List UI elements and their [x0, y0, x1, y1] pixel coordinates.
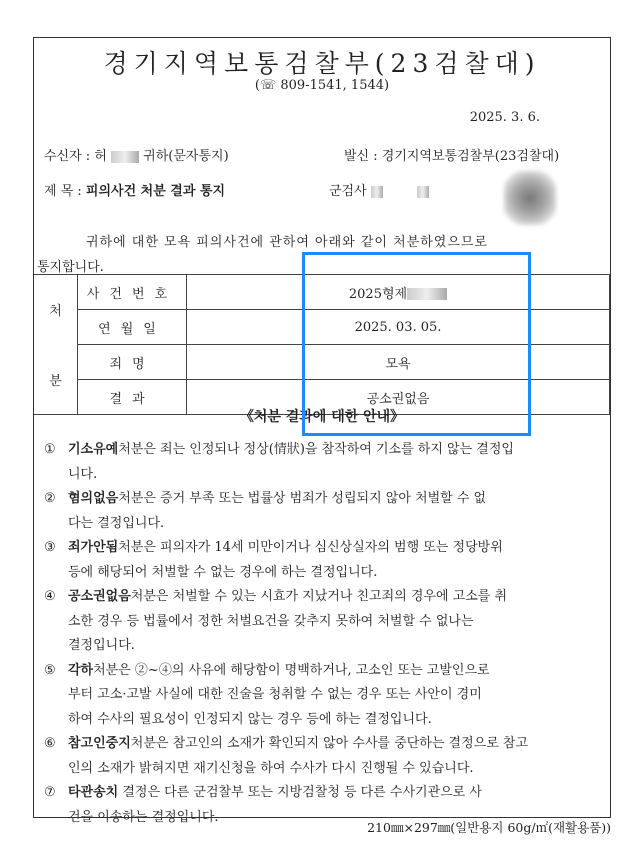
redacted-prosecutor-name	[417, 186, 429, 198]
prosecutor-label: 군검사	[329, 184, 367, 199]
item-line: 소한 경우 등 법률에서 정한 처벌요건을 갖추지 못하여 처벌할 수 없나는	[68, 613, 474, 629]
item-line: 각하처분은 ②~④의 사유에 해당함이 명백하거나, 고소인 또는 고발인으로	[68, 662, 490, 678]
item-term: 기소유예	[68, 442, 119, 457]
guide-item	[44, 659, 596, 733]
item-term: 죄가안됨	[68, 540, 119, 555]
guide-item	[44, 585, 596, 659]
subject-label: 제 목 :	[44, 184, 86, 199]
item-term: 타관송치	[68, 785, 119, 800]
recipient-suffix: 귀하(문자통지)	[143, 149, 229, 164]
item-number: ⑥	[44, 736, 56, 751]
guide-item	[44, 732, 596, 781]
side-label-bottom: 분	[34, 345, 78, 415]
paper-spec-footer: 210㎜×297㎜(일반용지 60g/㎡(재활용품))	[367, 820, 611, 835]
subject	[44, 180, 225, 199]
phone-number: (☏ 809-1541, 1544)	[254, 78, 390, 93]
item-number: ②	[44, 491, 56, 506]
row-value: 2025. 03. 05.	[187, 310, 610, 345]
guide-item	[44, 438, 596, 487]
item-line: 결정입니다.	[68, 638, 135, 653]
intro-line-2: 통지합니다.	[37, 260, 104, 275]
item-number: ⑦	[44, 785, 56, 800]
guide-list	[44, 438, 596, 830]
item-number: ①	[44, 442, 56, 457]
row-value: 모욕	[187, 345, 610, 380]
row-label: 사건번호	[78, 275, 187, 310]
row-label: 결과	[78, 380, 187, 415]
redacted-prosecutor-name	[371, 186, 383, 198]
item-line: 부터 고소·고발 사실에 대한 진술을 청취할 수 없는 경우 또는 사안이 경미	[68, 687, 482, 702]
item-line: 기소유예처분은 죄는 인정되나 정상(情狀)을 참작하여 기소를 하지 않는 결정입	[68, 442, 514, 457]
item-line: 건을 이송하는 결정입니다.	[68, 809, 219, 825]
recipient-label: 수신자 : 허	[44, 149, 107, 164]
item-term: 혐의없음	[68, 491, 119, 506]
document-date: 2025. 3. 6.	[469, 110, 540, 125]
item-line: 인의 소재가 밝혀지면 재기신청을 하여 수사가 다시 진행될 수 있습니다.	[68, 760, 474, 776]
row-label: 연월일	[78, 310, 187, 345]
item-term: 각하	[68, 662, 94, 678]
guide-item	[44, 536, 596, 585]
guide-item	[44, 487, 596, 536]
row-label: 죄명	[78, 345, 187, 380]
item-number: ④	[44, 589, 56, 604]
item-line: 죄가안됨처분은 피의자가 14세 미만이거나 심신상실자의 범행 또는 정당방위	[68, 540, 503, 555]
item-number: ⑤	[44, 662, 56, 678]
row-value: 공소권없음	[187, 380, 610, 415]
intro-line-1: 귀하에 대한 모욕 피의사건에 관하여 아래와 같이 처분하였으므로	[86, 235, 488, 250]
item-line: 하여 수사의 필요성이 인정되지 않는 경우 등에 하는 결정입니다.	[68, 711, 432, 727]
item-line: 참고인중지처분은 참고인의 소재가 확인되지 않아 수사를 중단하는 결정으로 참고	[68, 736, 529, 751]
item-line: 다는 결정입니다.	[68, 515, 165, 531]
prosecutor	[329, 180, 429, 199]
sender: 발신 : 경기지역보통검찰부(23검찰대)	[344, 149, 560, 164]
item-line: 혐의없음처분은 증거 부족 또는 법률상 범죄가 성립되지 않아 처벌할 수 없	[68, 491, 487, 506]
seal-stamp	[504, 171, 556, 225]
side-label-top: 처	[34, 275, 78, 345]
item-line: 공소권없음처분은 처벌할 수 있는 시효가 지났거나 친고죄의 경우에 고소를 취	[68, 589, 508, 604]
item-line: 니다.	[68, 466, 98, 482]
item-line: 등에 해당되어 처벌할 수 없는 경우에 하는 결정입니다.	[68, 564, 378, 580]
item-number: ③	[44, 540, 56, 555]
recipient	[44, 145, 229, 164]
row-value: 2025형제	[187, 275, 610, 310]
item-line: 타관송치 결정은 다른 군검찰부 또는 지방검찰청 등 다른 수사기관으로 사	[68, 785, 482, 800]
highlight-box	[302, 252, 531, 436]
subject-value: 피의사건 처분 결과 통지	[85, 184, 226, 199]
item-term: 참고인중지	[68, 736, 131, 751]
document-title: 경기지역보통검찰부(23검찰대)	[103, 49, 541, 78]
redacted-name	[111, 151, 139, 163]
item-term: 공소권없음	[68, 589, 131, 604]
guide-heading: 《처분 결과에 대한 안내》	[239, 409, 405, 425]
